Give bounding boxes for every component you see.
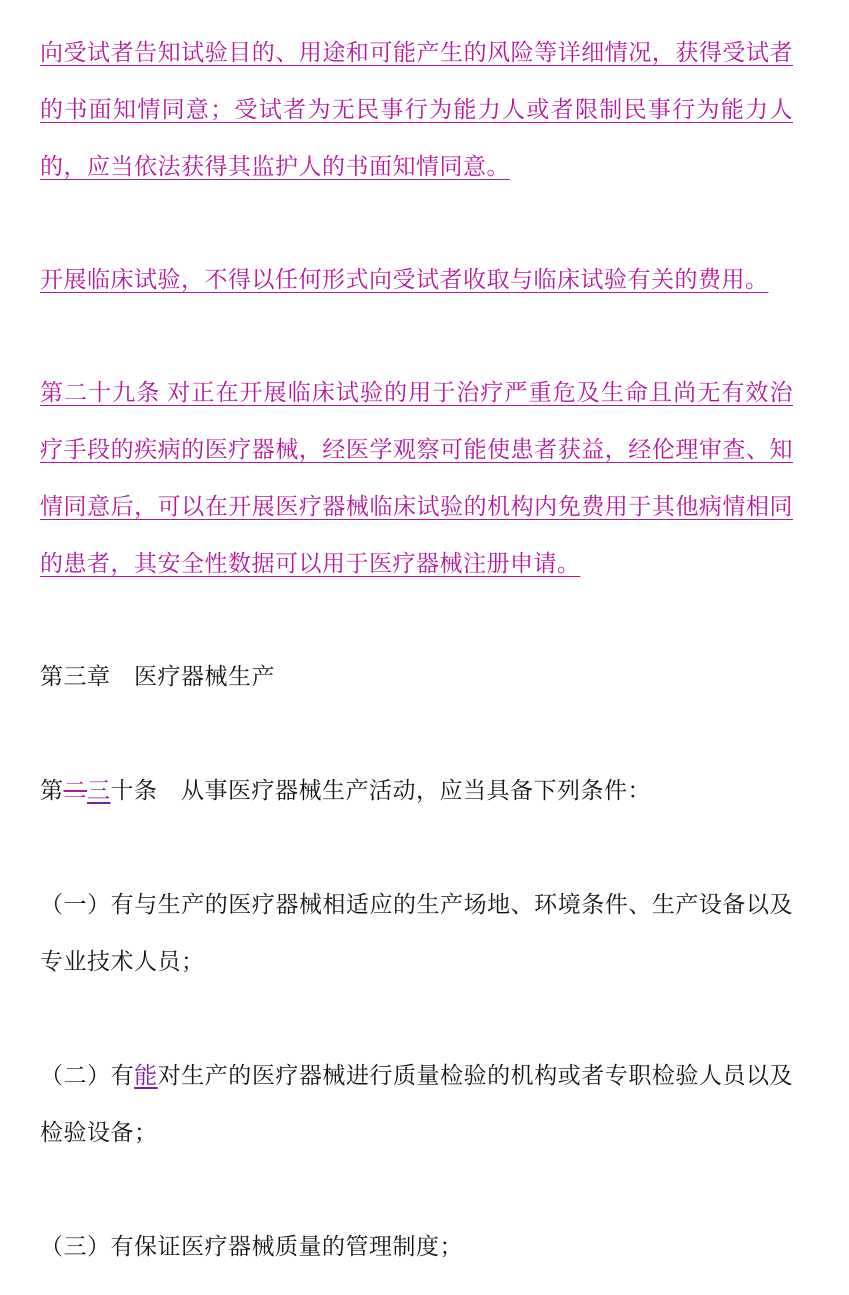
item-2-suffix: 对生产的医疗器械进行质量检验的机构或者专职检验人员以及检验设备； <box>40 1063 794 1145</box>
paragraph-article-29 <box>40 364 793 592</box>
article-30-suffix: 十条 从事医疗器械生产活动，应当具备下列条件： <box>110 778 651 803</box>
deleted-text: 二 <box>63 778 87 803</box>
paragraph-consent <box>40 24 793 195</box>
paragraph-article-30 <box>40 762 793 819</box>
inserted-text: 三 <box>87 778 111 803</box>
spacer <box>40 819 793 876</box>
spacer <box>40 990 793 1047</box>
article-30-prefix: 第 <box>40 778 64 803</box>
inserted-text: 能 <box>134 1063 158 1088</box>
spacer <box>40 308 793 364</box>
amended-text: 向受试者告知试验目的、用途和可能产生的风险等详细情况，获得受试者的书面知情同意；受试者为无民事行为能力人或者限制民事行为能力人的，应当依法获得其监护人的书面知情同意。 <box>40 40 793 179</box>
paragraph-no-fee <box>40 251 793 308</box>
chapter-3-heading: 第三章 医疗器械生产 <box>40 664 275 689</box>
spacer <box>40 705 793 762</box>
amended-text: 开展临床试验，不得以任何形式向受试者收取与临床试验有关的费用。 <box>40 267 769 292</box>
list-item-2 <box>40 1047 793 1161</box>
item-2-prefix: （二）有 <box>40 1063 135 1088</box>
amended-text: 第二十九条 对正在开展临床试验的用于治疗严重危及生命且尚无有效治疗手段的疾病的医疗器械，经医学观察可能使患者获益，经伦理审查、知情同意后，可以在开展医疗器械临床试验的机构内免费用于其他病情相同的患者，其安全性数据可以用于医疗器械注册申请。 <box>40 380 793 576</box>
spacer <box>40 592 793 648</box>
spacer <box>40 1161 793 1218</box>
list-item-1: （一）有与生产的医疗器械相适应的生产场地、环境条件、生产设备以及专业技术人员； <box>40 892 793 974</box>
spacer <box>40 195 793 251</box>
list-item-3: （三）有保证医疗器械质量的管理制度； <box>40 1234 463 1259</box>
